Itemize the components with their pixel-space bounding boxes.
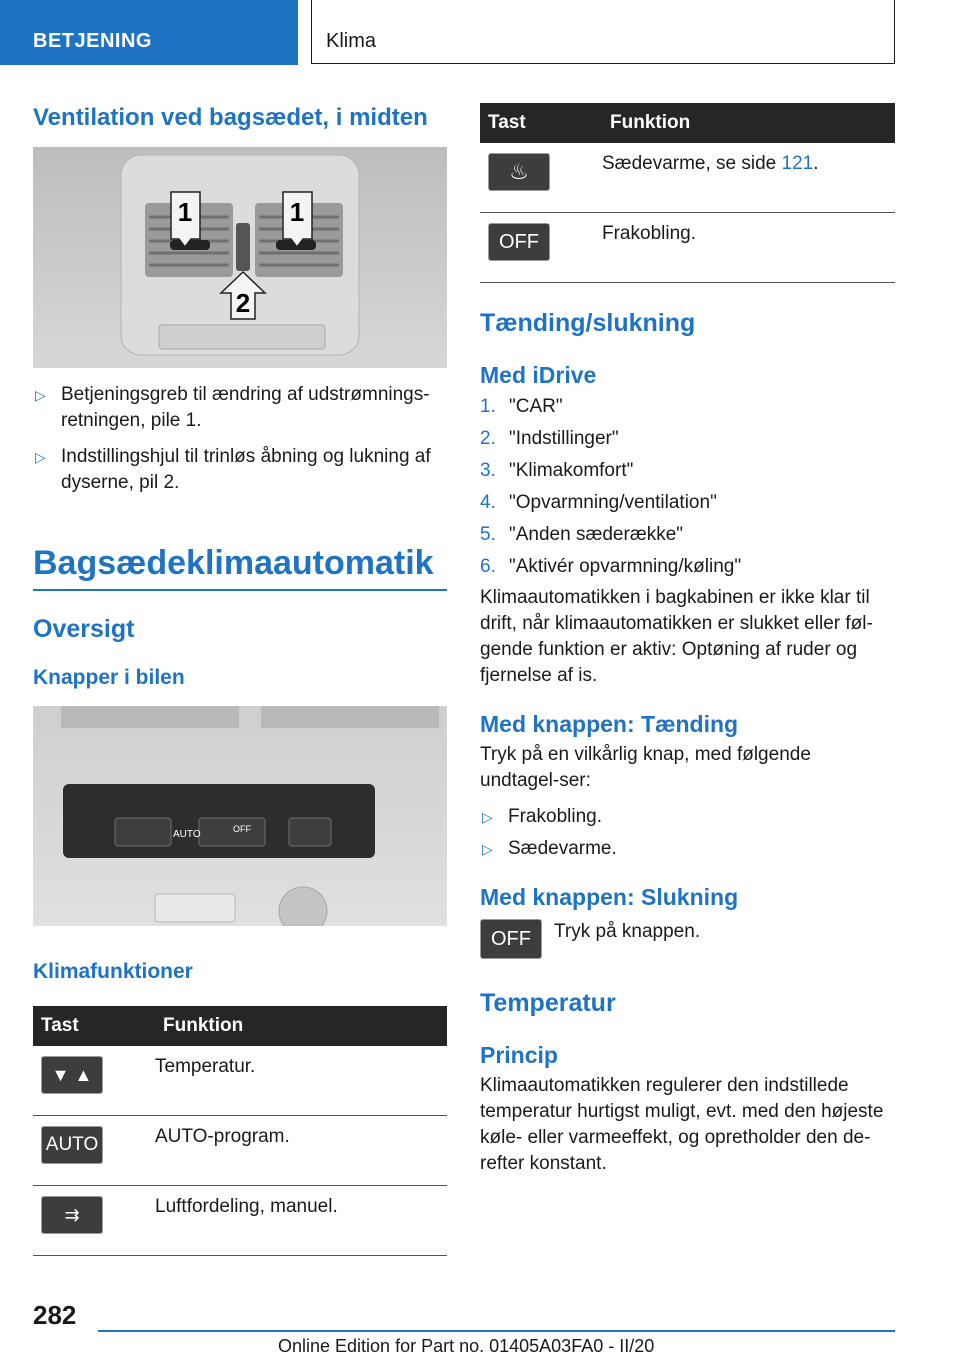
list-item xyxy=(480,391,895,423)
col-tast: Tast xyxy=(480,103,602,143)
table-row xyxy=(33,1116,447,1186)
arrow-label-2: 2 xyxy=(235,288,251,318)
functions-table-continued xyxy=(480,103,895,283)
air-distribution-key-icon: ⇉ xyxy=(41,1196,103,1234)
step-number: 3. xyxy=(480,460,496,481)
step-number: 1. xyxy=(480,396,496,417)
heading-temperatur: Temperatur xyxy=(480,989,616,1017)
step-text: "Klimakomfort" xyxy=(509,460,634,481)
list-item xyxy=(480,804,895,830)
button-panel-photo xyxy=(33,706,447,926)
page-link[interactable]: 121 xyxy=(781,153,814,174)
table-row xyxy=(480,213,895,283)
paragraph-knap-off: Tryk på knappen. xyxy=(554,921,701,942)
auto-key-icon: AUTO xyxy=(41,1126,103,1164)
edition-note: Online Edition for Part no. 01405A03FA0 - II/20 xyxy=(278,1336,655,1356)
table-header xyxy=(33,1006,447,1046)
table-row xyxy=(33,1046,447,1116)
list-item xyxy=(33,444,447,496)
page-number: 282 xyxy=(33,1300,77,1330)
bullet-text: Frakobling. xyxy=(508,806,602,827)
heading-knapper: Knapper i bilen xyxy=(33,666,185,689)
table-cell: Temperatur. xyxy=(155,1046,447,1116)
right-column xyxy=(480,103,895,1177)
table-cell xyxy=(602,143,895,213)
heading-oversigt: Oversigt xyxy=(33,615,135,643)
heading-idrive: Med iDrive xyxy=(480,362,597,388)
heading-knap-on: Med knappen: Tænding xyxy=(480,711,739,737)
table-header xyxy=(480,103,895,143)
triangle-bullet-icon: ▷ xyxy=(482,841,493,857)
paragraph-knap-on: Tryk på en vilkårlig knap, med følgende undtagel-ser: xyxy=(480,744,811,791)
triangle-bullet-icon: ▷ xyxy=(35,387,46,403)
heading-main: Bagsædeklimaautomatik xyxy=(33,544,447,591)
panel-illustration xyxy=(33,706,447,926)
section-tab: BETJENING xyxy=(0,0,298,65)
triangle-bullet-icon: ▷ xyxy=(482,809,493,825)
table-cell: Luftfordeling, manuel. xyxy=(155,1186,447,1256)
arrow-label-1b: 1 xyxy=(289,197,305,227)
table-cell: AUTO-program. xyxy=(155,1116,447,1186)
step-number: 6. xyxy=(480,556,496,577)
table-cell: Frakobling. xyxy=(602,213,895,283)
cell-text: Sædevarme, se side xyxy=(602,153,782,174)
list-item xyxy=(480,455,895,487)
paragraph-princip: Klimaautomatikken regulerer den indstillede temperatur hurtigst muligt, evt. med den højeste køle- eller varmeeffekt, og opretholder den de-refter konstant. xyxy=(480,1075,884,1174)
panel-off-label: OFF xyxy=(233,824,251,834)
table-row xyxy=(33,1186,447,1256)
chapter-title: Klima xyxy=(311,0,895,64)
list-item xyxy=(480,551,895,583)
heading-klimafunktioner: Klimafunktioner xyxy=(33,960,193,983)
seat-heating-key-icon: ♨ xyxy=(488,153,550,191)
bullet-text: Indstillingshjul til trinløs åbning og lukning af dyserne, pil 2. xyxy=(61,446,431,493)
list-item xyxy=(480,836,895,862)
paragraph-klima: Klimaautomatikken i bagkabinen er ikke klar til drift, når klimaautomatikken er slukket eller føl-gende funktion er aktiv: Optøning af ruder og fjernelse af is. xyxy=(480,587,873,686)
bullet-text: Betjeningsgreb til ændring af udstrømnings-retningen, pile 1. xyxy=(61,384,430,431)
on-bullet-list xyxy=(480,804,895,862)
cell-text: . xyxy=(813,153,819,174)
idrive-steps xyxy=(480,391,895,583)
col-funktion: Funktion xyxy=(602,103,895,143)
step-text: "Aktivér opvarmning/køling" xyxy=(509,556,742,577)
heading-princip: Princip xyxy=(480,1042,558,1068)
off-key-icon: OFF xyxy=(488,223,550,261)
off-key-icon: OFF xyxy=(480,919,542,959)
bullet-text: Sædevarme. xyxy=(508,838,617,859)
functions-table xyxy=(33,1006,447,1256)
list-item xyxy=(480,423,895,455)
step-number: 5. xyxy=(480,524,496,545)
step-text: "Indstillinger" xyxy=(509,428,619,449)
step-text: "Anden sæderække" xyxy=(509,524,684,545)
vent-photo xyxy=(33,147,447,368)
list-item xyxy=(33,382,447,434)
footer-divider xyxy=(98,1330,895,1332)
vent-bullet-list xyxy=(33,382,447,496)
table-row xyxy=(480,143,895,213)
heading-taending: Tænding/slukning xyxy=(480,309,696,337)
heading-knap-off: Med knappen: Slukning xyxy=(480,884,739,910)
vent-illustration xyxy=(33,147,447,368)
step-number: 4. xyxy=(480,492,496,513)
arrow-label-1a: 1 xyxy=(177,197,193,227)
list-item xyxy=(480,519,895,551)
off-instruction xyxy=(480,919,895,959)
step-text: "Opvarmning/ventilation" xyxy=(509,492,717,513)
step-number: 2. xyxy=(480,428,496,449)
temperature-key-icon: ▼ ▲ xyxy=(41,1056,103,1094)
col-tast: Tast xyxy=(33,1006,155,1046)
step-text: "CAR" xyxy=(509,396,563,417)
left-column xyxy=(33,103,447,1256)
list-item xyxy=(480,487,895,519)
col-funktion: Funktion xyxy=(155,1006,447,1046)
triangle-bullet-icon: ▷ xyxy=(35,449,46,465)
panel-auto-label: AUTO xyxy=(173,829,201,840)
heading-ventilation: Ventilation ved bagsædet, i midten xyxy=(33,104,428,131)
